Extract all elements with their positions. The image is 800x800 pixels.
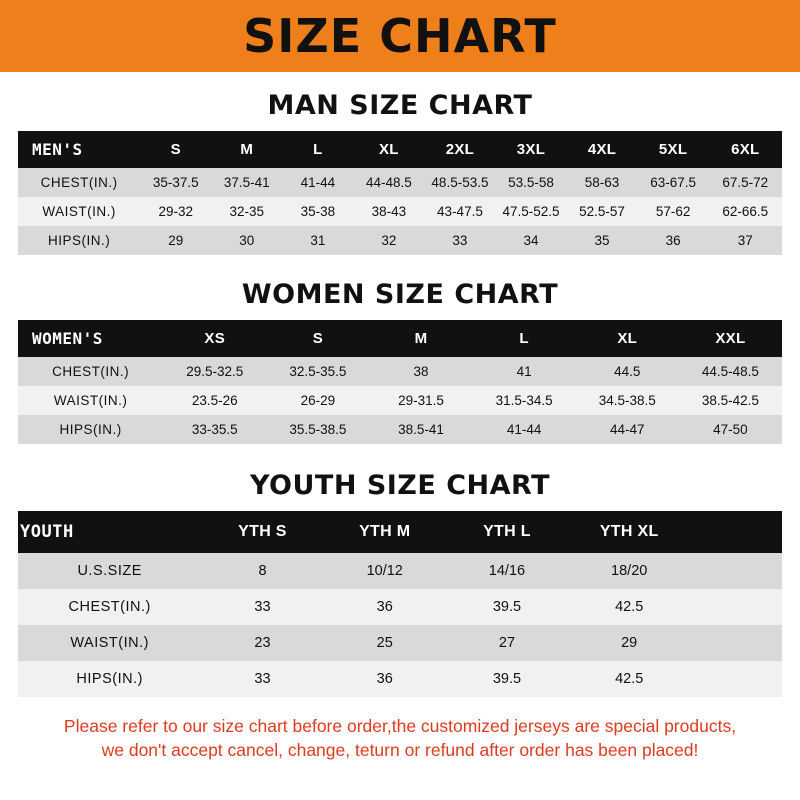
column-header: 5XL (658, 141, 688, 158)
footer-note-line-2: we don't accept cancel, change, teturn or refund after order has been placed! (101, 739, 699, 760)
table-cell: 38.5-42.5 (701, 393, 759, 408)
column-header: XL (617, 330, 638, 347)
table-cell: 58-63 (584, 175, 620, 190)
column-header: 4XL (587, 141, 617, 158)
table-cell: 29 (621, 635, 638, 651)
table-cell: 32 (381, 233, 397, 248)
table-cell: 44-48.5 (366, 175, 412, 190)
row-label: CHEST(IN.) (68, 599, 151, 615)
table-cell: 33-35.5 (191, 422, 238, 437)
table-cell: 38 (413, 364, 429, 379)
table-cell: 29-31.5 (398, 393, 444, 408)
table-cell: 41 (516, 364, 532, 379)
youth-size-table (18, 511, 782, 697)
column-header: L (519, 330, 529, 347)
table-cell: 37 (737, 233, 753, 248)
row-label: CHEST(IN.) (40, 175, 118, 190)
column-header: 2XL (445, 141, 475, 158)
table-cell: 42.5 (615, 599, 644, 615)
row-label: HIPS(IN.) (76, 671, 143, 687)
footer-note-line-1: Please refer to our size chart before order,the customized jerseys are special products, (63, 716, 737, 736)
table-cell: 18/20 (611, 563, 648, 579)
table-cell-spacer (690, 553, 782, 589)
table-cell: 34.5-38.5 (598, 393, 656, 408)
women-size-table (18, 320, 782, 444)
table-cell: 33 (254, 671, 271, 687)
column-header: M (240, 141, 254, 158)
table-cell: 29-32 (158, 204, 194, 219)
column-header: XL (379, 141, 399, 158)
table-row (18, 625, 782, 661)
table-row (18, 357, 782, 386)
table-cell: 62-66.5 (722, 204, 769, 219)
table-cell: 44-47 (609, 422, 645, 437)
table-cell: 42.5 (615, 671, 644, 687)
table-cell: 31.5-34.5 (495, 393, 553, 408)
table-cell: 41-44 (300, 175, 336, 190)
table-header-row (18, 511, 782, 553)
table-header-row (18, 320, 782, 357)
row-label: WAIST(IN.) (53, 393, 128, 408)
column-header: 6XL (731, 141, 760, 158)
page-title: SIZE CHART (243, 9, 557, 63)
column-header: L (313, 141, 323, 158)
table-cell: 36 (376, 599, 393, 615)
table-cell: 36 (665, 233, 681, 248)
table-row (18, 415, 782, 444)
table-cell: 41-44 (506, 422, 542, 437)
man-size-table (18, 131, 782, 255)
table-cell: 38.5-41 (398, 422, 444, 437)
table-cell: 23 (254, 635, 271, 651)
table-cell: 26-29 (300, 393, 336, 408)
table-cell: 44.5-48.5 (701, 364, 759, 379)
table-cell: 35.5-38.5 (289, 422, 347, 437)
table-cell: 35-37.5 (152, 175, 199, 190)
table-cell: 43-47.5 (437, 204, 483, 219)
table-cell: 30 (239, 233, 255, 248)
youth-section-title: YOUTH SIZE CHART (249, 470, 551, 501)
table-row (18, 168, 782, 197)
table-cell-spacer (690, 589, 782, 625)
column-header: YOUTH (20, 522, 74, 542)
table-cell-spacer (690, 661, 782, 697)
women-section-title: WOMEN SIZE CHART (241, 279, 559, 310)
column-header: M (414, 330, 428, 347)
table-cell: 67.5-72 (722, 175, 769, 190)
column-header: 3XL (516, 141, 546, 158)
table-cell: 53.5-58 (508, 175, 554, 190)
table-cell: 37.5-41 (223, 175, 270, 190)
table-row (18, 553, 782, 589)
row-label: HIPS(IN.) (47, 233, 111, 248)
column-header-spacer (690, 511, 782, 553)
table-cell: 39.5 (492, 599, 522, 615)
table-cell: 27 (498, 635, 516, 651)
column-header: XS (204, 330, 226, 347)
row-label: CHEST(IN.) (52, 364, 130, 379)
row-label: HIPS(IN.) (59, 422, 122, 437)
table-cell: 47.5-52.5 (502, 204, 560, 219)
table-cell: 52.5-57 (579, 204, 625, 219)
column-header: S (312, 330, 324, 347)
table-cell: 39.5 (492, 671, 522, 687)
table-row (18, 661, 782, 697)
table-cell: 44.5 (614, 364, 641, 379)
table-header-row (18, 131, 782, 168)
table-cell: 33 (452, 233, 468, 248)
table-cell: 57-62 (655, 204, 691, 219)
chart-content (0, 90, 800, 762)
table-cell: 29 (168, 233, 184, 248)
table-cell: 34 (523, 233, 539, 248)
table-cell: 25 (376, 635, 393, 651)
table-cell-spacer (690, 625, 782, 661)
table-cell: 31 (310, 233, 326, 248)
man-section-title: MAN SIZE CHART (267, 90, 533, 121)
row-label: WAIST(IN.) (42, 204, 116, 219)
table-cell: 32.5-35.5 (289, 364, 347, 379)
page-banner (0, 0, 800, 72)
footer-note (18, 715, 782, 762)
column-header: MEN'S (32, 140, 83, 159)
table-cell: 14/16 (488, 563, 526, 579)
table-row (18, 589, 782, 625)
table-cell: 38-43 (371, 204, 407, 219)
table-cell: 35-38 (300, 204, 336, 219)
column-header: YTH M (359, 523, 411, 540)
table-cell: 32-35 (229, 204, 265, 219)
table-cell: 23.5-26 (191, 393, 238, 408)
table-row (18, 197, 782, 226)
table-cell: 10/12 (366, 563, 403, 579)
table-cell: 29.5-32.5 (186, 364, 244, 379)
table-cell: 36 (376, 671, 393, 687)
column-header: S (170, 141, 181, 158)
table-row (18, 226, 782, 255)
table-cell: 47-50 (713, 422, 748, 437)
table-cell: 33 (254, 599, 271, 615)
column-header: YTH XL (599, 523, 659, 540)
table-cell: 35 (594, 233, 610, 248)
table-cell: 48.5-53.5 (431, 175, 489, 190)
table-cell: 63-67.5 (650, 175, 696, 190)
table-row (18, 386, 782, 415)
row-label: WAIST(IN.) (70, 635, 149, 651)
column-header: WOMEN'S (32, 329, 103, 348)
row-label: U.S.SIZE (77, 563, 142, 579)
table-cell: 8 (258, 563, 267, 579)
column-header: XXL (715, 330, 746, 347)
column-header: YTH L (483, 523, 531, 540)
column-header: YTH S (238, 523, 287, 540)
